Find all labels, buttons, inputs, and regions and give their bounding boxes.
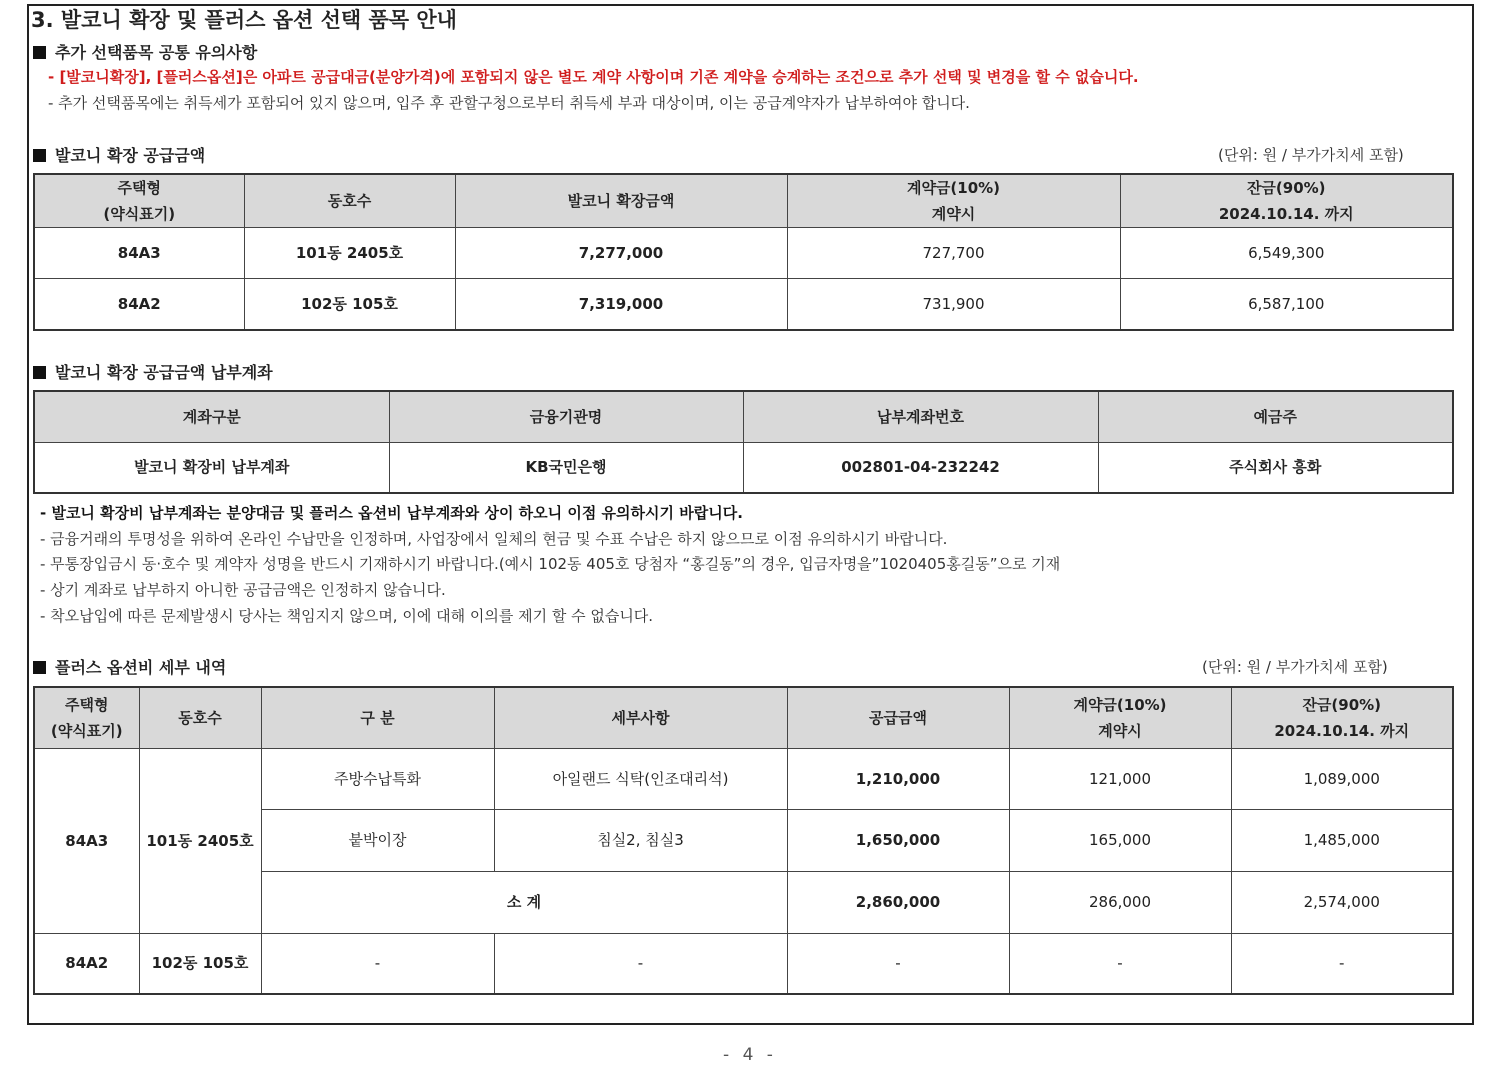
plus-unit-note: (단위: 원 / 부가가치세 포함)	[1202, 658, 1388, 676]
cell-amount: 7,277,000	[455, 228, 787, 279]
balcony-unit-note: (단위: 원 / 부가가치세 포함)	[1218, 146, 1404, 164]
cell-deposit: 121,000	[1009, 748, 1231, 809]
balcony-heading: 발코니 확장 공급금액	[33, 143, 205, 166]
col-balance: 잔금(90%) 2024.10.14. 까지	[1120, 174, 1453, 228]
col-deposit: 계약금(10%) 계약시	[787, 174, 1120, 228]
col-deposit: 계약금(10%) 계약시	[1009, 687, 1231, 748]
col-unit-no: 동호수	[244, 174, 455, 228]
col-detail: 세부사항	[494, 687, 787, 748]
cell-balance: 6,587,100	[1120, 279, 1453, 330]
col-account-number: 납부계좌번호	[743, 391, 1098, 442]
cell-holder: 주식회사 흥화	[1098, 442, 1453, 493]
col-type: 주택형 (약식표기)	[34, 174, 244, 228]
cell-type: 84A3	[34, 228, 244, 279]
table-row	[34, 442, 1453, 493]
cell-deposit: -	[1009, 933, 1231, 994]
payment-account-table	[33, 390, 1454, 494]
cell-unit-no: 101동 2405호	[244, 228, 455, 279]
table-header-row	[34, 391, 1453, 442]
cell-detail: 침실2, 침실3	[494, 809, 787, 871]
page-number: - 4 -	[723, 1045, 777, 1065]
col-bank: 금융기관명	[389, 391, 743, 442]
cell-type: 84A2	[34, 933, 139, 994]
cell-balance: 1,485,000	[1231, 809, 1453, 871]
cell-detail: 아일랜드 식탁(인조대리석)	[494, 748, 787, 809]
cell-account-number: 002801-04-232242	[743, 442, 1098, 493]
cell-balance: 2,574,000	[1231, 871, 1453, 933]
cell-unit-no: 102동 105호	[139, 933, 261, 994]
col-holder: 예금주	[1098, 391, 1453, 442]
col-balance: 잔금(90%) 2024.10.14. 까지	[1231, 687, 1453, 748]
cell-price: 1,210,000	[787, 748, 1009, 809]
section-title: 3. 발코니 확장 및 플러스 옵션 선택 품목 안내	[31, 8, 457, 32]
cell-unit-no: 102동 105호	[244, 279, 455, 330]
cell-type: 84A3	[34, 748, 139, 933]
table-row	[34, 748, 1453, 809]
col-unit-no: 동호수	[139, 687, 261, 748]
cell-bank: KB국민은행	[389, 442, 743, 493]
col-amount: 발코니 확장금액	[455, 174, 787, 228]
table-row	[34, 279, 1453, 330]
cell-balance: 1,089,000	[1231, 748, 1453, 809]
col-type: 주택형 (약식표기)	[34, 687, 139, 748]
account-note-1: - 금융거래의 투명성을 위하여 온라인 수납만을 인정하며, 사업장에서 일체의 현금 및 수표 수납은 하지 않으므로 이점 유의하시기 바랍니다.	[40, 530, 948, 548]
cell-deposit: 731,900	[787, 279, 1120, 330]
cell-detail: -	[494, 933, 787, 994]
square-bullet-icon	[33, 366, 46, 379]
square-bullet-icon	[33, 149, 46, 162]
cell-balance: 6,549,300	[1120, 228, 1453, 279]
plus-option-table	[33, 686, 1454, 995]
table-header-row	[34, 687, 1453, 748]
col-category: 구 분	[261, 687, 494, 748]
cell-balance: -	[1231, 933, 1453, 994]
cell-deposit: 286,000	[1009, 871, 1231, 933]
cell-account-kind: 발코니 확장비 납부계좌	[34, 442, 389, 493]
cell-deposit: 727,700	[787, 228, 1120, 279]
col-price: 공급금액	[787, 687, 1009, 748]
col-account-kind: 계좌구분	[34, 391, 389, 442]
table-header-row	[34, 174, 1453, 228]
account-heading: 발코니 확장 공급금액 납부계좌	[33, 360, 273, 383]
account-note-4: - 착오납입에 따른 문제발생시 당사는 책임지지 않으며, 이에 대해 이의를 제기 할 수 없습니다.	[40, 607, 654, 625]
cell-deposit: 165,000	[1009, 809, 1231, 871]
cell-price: 1,650,000	[787, 809, 1009, 871]
plus-option-heading: 플러스 옵션비 세부 내역	[33, 655, 226, 678]
cell-category: -	[261, 933, 494, 994]
table-row	[34, 933, 1453, 994]
account-note-3: - 상기 계좌로 납부하지 아니한 공급금액은 인정하지 않습니다.	[40, 581, 446, 599]
account-note-2: - 무통장입금시 동·호수 및 계약자 성명을 반드시 기재하시기 바랍니다.(예시 102동 405호 당첨자 “홍길동”의 경우, 입금자명을”1020405홍길동”으로 기재	[40, 555, 1061, 573]
cell-amount: 7,319,000	[455, 279, 787, 330]
common-note-red: - [발코니확장], [플러스옵션]은 아파트 공급대금(분양가격)에 포함되지 않은 별도 계약 사항이며 기존 계약을 승계하는 조건으로 추가 선택 및 변경을 할 수 없습니다.	[48, 68, 1139, 86]
table-row	[34, 228, 1453, 279]
balcony-price-table	[33, 173, 1454, 331]
account-note-bold: - 발코니 확장비 납부계좌는 분양대금 및 플러스 옵션비 납부계좌와 상이 하오니 이점 유의하시기 바랍니다.	[40, 504, 743, 522]
cell-category: 붙박이장	[261, 809, 494, 871]
cell-category: 주방수납특화	[261, 748, 494, 809]
square-bullet-icon	[33, 661, 46, 674]
common-note-tax: - 추가 선택품목에는 취득세가 포함되어 있지 않으며, 입주 후 관할구청으로부터 취득세 부과 대상이며, 이는 공급계약자가 납부하여야 합니다.	[48, 94, 970, 112]
square-bullet-icon	[33, 46, 46, 59]
cell-price: -	[787, 933, 1009, 994]
cell-subtotal-label: 소 계	[261, 871, 787, 933]
cell-type: 84A2	[34, 279, 244, 330]
common-notes-heading: 추가 선택품목 공통 유의사항	[33, 40, 257, 63]
cell-unit-no: 101동 2405호	[139, 748, 261, 933]
cell-price: 2,860,000	[787, 871, 1009, 933]
